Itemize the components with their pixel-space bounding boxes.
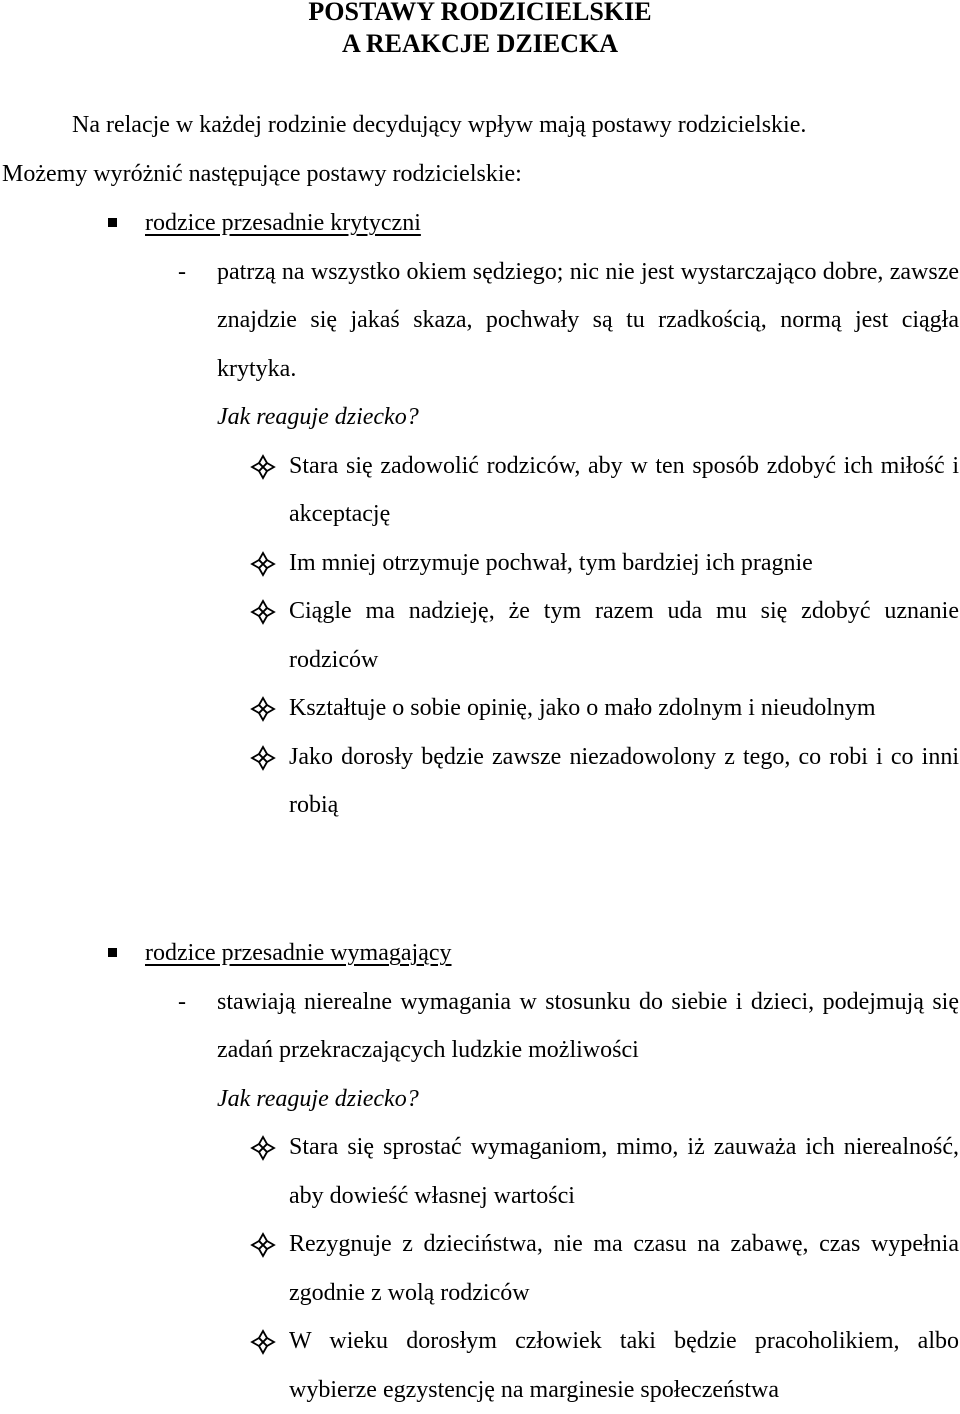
section-heading: rodzice przesadnie wymagający <box>145 940 452 966</box>
diamond-bullet-icon <box>250 1232 276 1258</box>
section-critical-parents <box>0 199 960 830</box>
list-item <box>0 539 960 588</box>
section-demanding-parents <box>0 929 960 1414</box>
reaction-text: Jako dorosły będzie zawsze niezadowolony z tego, co robi i co inni robią <box>289 743 959 818</box>
diamond-bullet-icon <box>250 745 276 771</box>
list-item <box>0 733 960 830</box>
reaction-list <box>0 1123 960 1414</box>
list-item <box>0 587 960 684</box>
reaction-question: Jak reaguje dziecko? <box>217 1085 419 1112</box>
section-description: stawiają nierealne wymagania w stosunku do siebie i dzieci, podejmują się zadań przekraczających ludzkie możliwości <box>217 988 959 1063</box>
section-description: patrzą na wszystko okiem sędziego; nic nie jest wystarczająco dobre, zawsze znajdzie się jakaś skaza, pochwały są tu rzadkością, normą jest ciągła krytyka. <box>217 258 959 382</box>
list-item <box>0 442 960 539</box>
intro-paragraph <box>0 101 960 198</box>
diamond-bullet-icon <box>250 696 276 722</box>
reaction-question: Jak reaguje dziecko? <box>217 404 419 430</box>
section-heading-row <box>0 199 960 248</box>
diamond-bullet-icon <box>250 551 276 577</box>
reaction-text: Stara się zadowolić rodziców, aby w ten sposób zdobyć ich miłość i akceptację <box>289 452 959 527</box>
diamond-bullet-icon <box>250 1329 276 1355</box>
dash-bullet-icon: - <box>178 258 186 285</box>
reaction-text: Stara się sprostać wymaganiom, mimo, iż zauważa ich nierealność, aby dowieść własnej wartości <box>289 1134 959 1209</box>
section-heading-row <box>0 929 960 978</box>
reaction-text: W wieku dorosłym człowiek taki będzie pracoholikiem, albo wybierze egzystencję na marginesie społeczeństwa <box>289 1328 959 1403</box>
list-item <box>0 684 960 733</box>
diamond-bullet-icon <box>250 454 276 480</box>
intro-line-2: Możemy wyróżnić następujące postawy rodzicielskie: <box>2 160 522 187</box>
reaction-list <box>0 442 960 830</box>
list-item <box>0 1317 960 1414</box>
section-heading: rodzice przesadnie krytyczni <box>145 210 421 236</box>
reaction-text: Rezygnuje z dzieciństwa, nie ma czasu na zabawę, czas wypełnia zgodnie z wolą rodziców <box>289 1231 959 1306</box>
list-item <box>0 1220 960 1317</box>
page-title <box>0 0 960 60</box>
description-item <box>0 978 960 1075</box>
dash-bullet-icon: - <box>178 988 186 1015</box>
description-item <box>0 248 960 394</box>
reaction-text: Im mniej otrzymuje pochwał, tym bardziej ich pragnie <box>289 549 813 576</box>
square-bullet-icon <box>108 948 117 957</box>
diamond-bullet-icon <box>250 599 276 625</box>
diamond-bullet-icon <box>250 1135 276 1161</box>
intro-line-1: Na relacje w każdej rodzinie decydujący wpływ mają postawy rodzicielskie. <box>72 112 807 138</box>
list-item <box>0 1123 960 1220</box>
reaction-text: Kształtuje o sobie opinię, jako o mało zdolnym i nieudolnym <box>289 695 876 721</box>
title-line-1: POSTAWY RODZICIELSKIE <box>308 0 652 26</box>
reaction-text: Ciągle ma nadzieję, że tym razem uda mu się zdobyć uznanie rodziców <box>289 598 959 673</box>
square-bullet-icon <box>108 218 117 227</box>
title-line-2: A REAKCJE DZIECKA <box>342 29 618 58</box>
